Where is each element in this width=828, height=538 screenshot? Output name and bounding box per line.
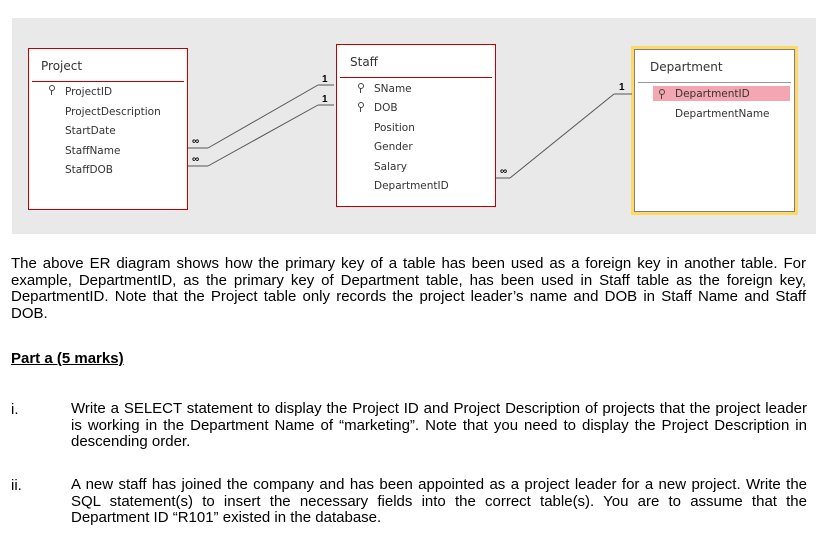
field-projectdescription[interactable]: ProjectDescription xyxy=(65,106,161,118)
table-title: Department xyxy=(650,60,723,74)
many-symbol: ∞ xyxy=(192,136,200,147)
one-symbol: 1 xyxy=(322,74,328,85)
field-departmentid[interactable]: DepartmentID xyxy=(675,88,750,100)
er-diagram xyxy=(12,18,816,234)
many-symbol: ∞ xyxy=(500,166,508,177)
table-title: Staff xyxy=(350,55,378,69)
one-symbol: 1 xyxy=(322,94,328,105)
field-gender[interactable]: Gender xyxy=(374,141,413,153)
question-text: Write a SELECT statement to display the Project ID and Project Description of projects that the project leader is working in the Department Name of “marketing”. Note that you need to display the Project Description in descending order. xyxy=(71,400,807,450)
field-departmentname[interactable]: DepartmentName xyxy=(675,108,770,120)
question-text: A new staff has joined the company and has been appointed as a project leader for a new project. Write the SQL statement(s) to insert the necessary fields into the correct table(s). You are to assume that the Department ID “R101” existed in the database. xyxy=(71,476,807,526)
field-staffdob[interactable]: StaffDOB xyxy=(65,164,114,176)
question-number: ii. xyxy=(11,477,22,494)
relationship-line-staffdob-dob xyxy=(208,105,318,166)
part-heading: Part a (5 marks) xyxy=(11,350,124,367)
relationship-line-departmentid xyxy=(510,94,614,178)
intro-paragraph: The above ER diagram shows how the primary key of a table has been used as a foreign key in another table. For example, DepartmentID, as the primary key of Department table, has been used in Staff table as the foreign key, DepartmentID. Note that the Project table only records the project leader’s name and DOB in Staff Name and Staff DOB. xyxy=(11,255,806,322)
one-symbol: 1 xyxy=(619,82,625,93)
field-startdate[interactable]: StartDate xyxy=(65,125,116,137)
relationship-line-staffname-sname xyxy=(208,85,318,148)
many-symbol: ∞ xyxy=(192,154,200,165)
field-sname[interactable]: SName xyxy=(374,83,412,95)
field-salary[interactable]: Salary xyxy=(374,161,407,173)
field-projectid[interactable]: ProjectID xyxy=(65,86,113,98)
relationship-lines xyxy=(12,18,816,234)
question-number: i. xyxy=(11,401,19,418)
field-dob[interactable]: DOB xyxy=(374,102,398,114)
field-position[interactable]: Position xyxy=(374,122,415,134)
field-departmentid[interactable]: DepartmentID xyxy=(374,180,449,192)
table-title: Project xyxy=(41,59,83,73)
field-staffname[interactable]: StaffName xyxy=(65,145,121,157)
